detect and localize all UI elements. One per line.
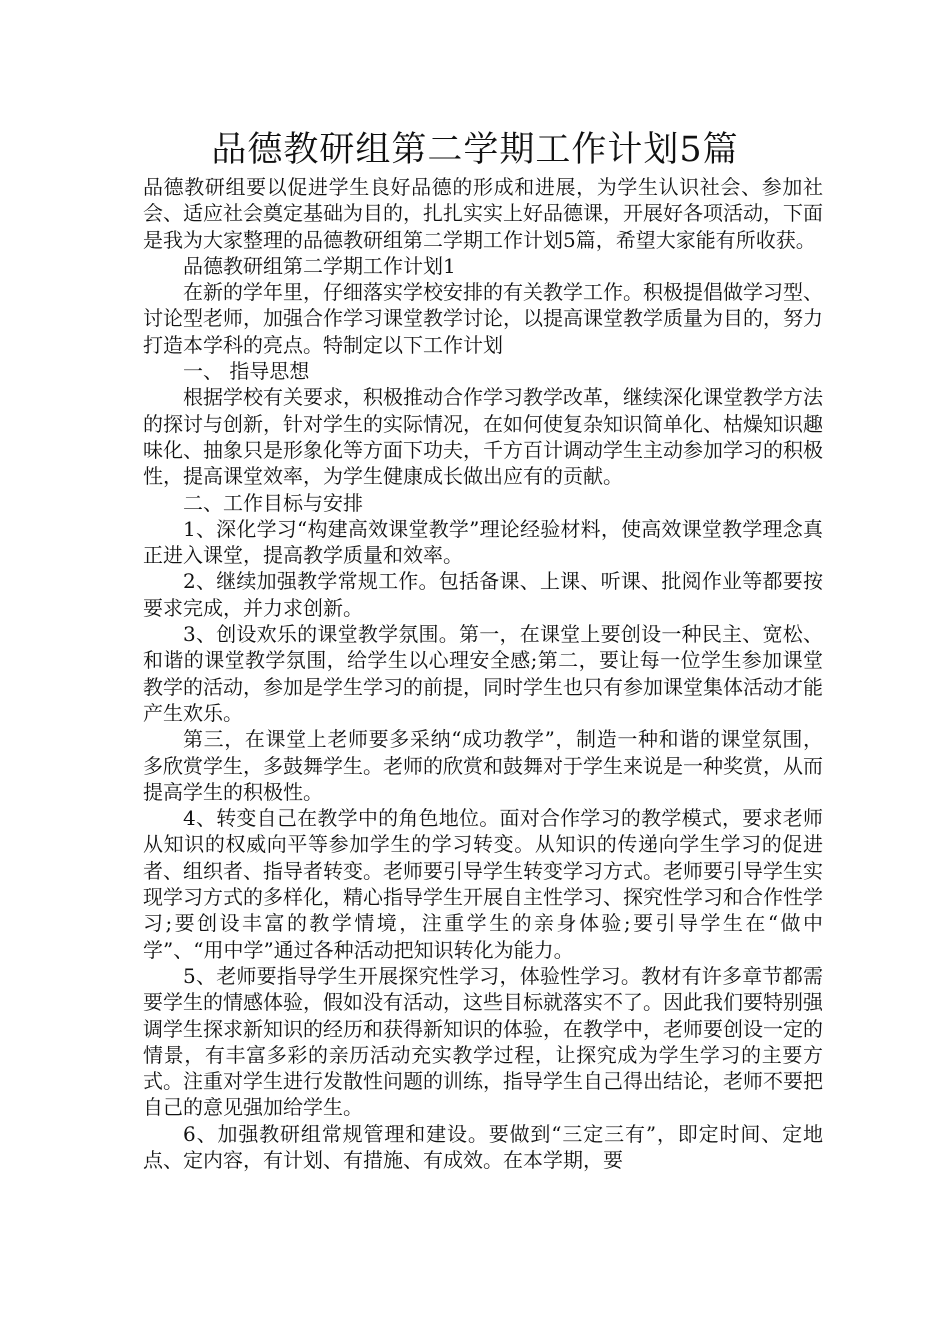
paragraph: 6、加强教研组常规管理和建设。要做到“三定三有”，即定时间、定地点、定内容，有计划、有措施、有成效。在本学期，要 [143, 1121, 823, 1172]
section-heading: 二、工作目标与安排 [183, 490, 363, 515]
paragraph: 在新的学年里，仔细落实学校安排的有关教学工作。积极提倡做学习型、讨论型老师，加强合作学习课堂教学讨论，以提高课堂教学质量为目的，努力打造本学科的亮点。特制定以下工作计划 [143, 280, 823, 357]
paragraph: 1、深化学习“构建高效课堂教学”理论经验材料，使高效课堂教学理念真正进入课堂，提高教学质量和效率。 [143, 516, 823, 568]
document-title: 品德教研组第二学期工作计划5篇 [211, 130, 739, 170]
section-heading: 一、 指导思想 [183, 359, 310, 384]
paragraph: 4、转变自己在教学中的角色地位。面对合作学习的教学模式，要求老师从知识的权威向平等参加学生的学习转变。从知识的传递向学生学习的促进者、组织者、指导者转变。老师要引导学生转变学习方式。老师要引导学生实现学习方式的多样化，精心指导学生开展自主性学习、探究性学习和合作性学习;要创设丰富的教学情境，注重学生的亲身体验;要引导学生在“做中学”、“用中学”通过各种活动把知识转化为能力。 [143, 806, 823, 962]
paragraph: 品德教研组要以促进学生良好品德的形成和进展，为学生认识社会、参加社会、适应社会奠定基础为目的，扎扎实实上好品德课，开展好各项活动，下面是我为大家整理的品德教研组第二学期工作计划5篇，希望大家能有所收获。 [143, 175, 823, 252]
paragraph: 根据学校有关要求，积极推动合作学习教学改革，继续深化课堂教学方法的探讨与创新，针对学生的实际情况，在如何使复杂知识简单化、枯燥知识趣味化、抽象只是形象化等方面下功夫，千方百计调动学生主动参加学习的积极性，提高课堂效率，为学生健康成长做出应有的贡献。 [143, 385, 823, 489]
paragraph: 3、创设欢乐的课堂教学氛围。第一，在课堂上要创设一种民主、宽松、和谐的课堂教学氛围，给学生以心理安全感;第二，要让每一位学生参加课堂教学的活动，参加是学生学习的前提，同时学生也只有参加课堂集体活动才能产生欢乐。 [143, 622, 823, 725]
document-body [143, 174, 823, 1173]
paragraph: 5、老师要指导学生开展探究性学习，体验性学习。教材有许多章节都需要学生的情感体验，假如没有活动，这些目标就落实不了。因此我们要特别强调学生探求新知识的经历和获得新知识的体验，在教学中，老师要创设一定的情景，有丰富多彩的亲历活动充实教学过程，让探究成为学生学习的主要方式。注重对学生进行发散性问题的训练，指导学生自己得出结论，老师不要把自己的意见强加给学生。 [143, 963, 823, 1120]
paragraph: 第三，在课堂上老师要多采纳“成功教学”，制造一种和谐的课堂氛围，多欣赏学生，多鼓舞学生。老师的欣赏和鼓舞对于学生来说是一种奖赏，从而提高学生的积极性。 [143, 727, 823, 804]
section-heading: 品德教研组第二学期工作计划1 [183, 253, 456, 278]
paragraph: 2、继续加强教学常规工作。包括备课、上课、听课、批阅作业等都要按要求完成，并力求创新。 [143, 569, 823, 620]
